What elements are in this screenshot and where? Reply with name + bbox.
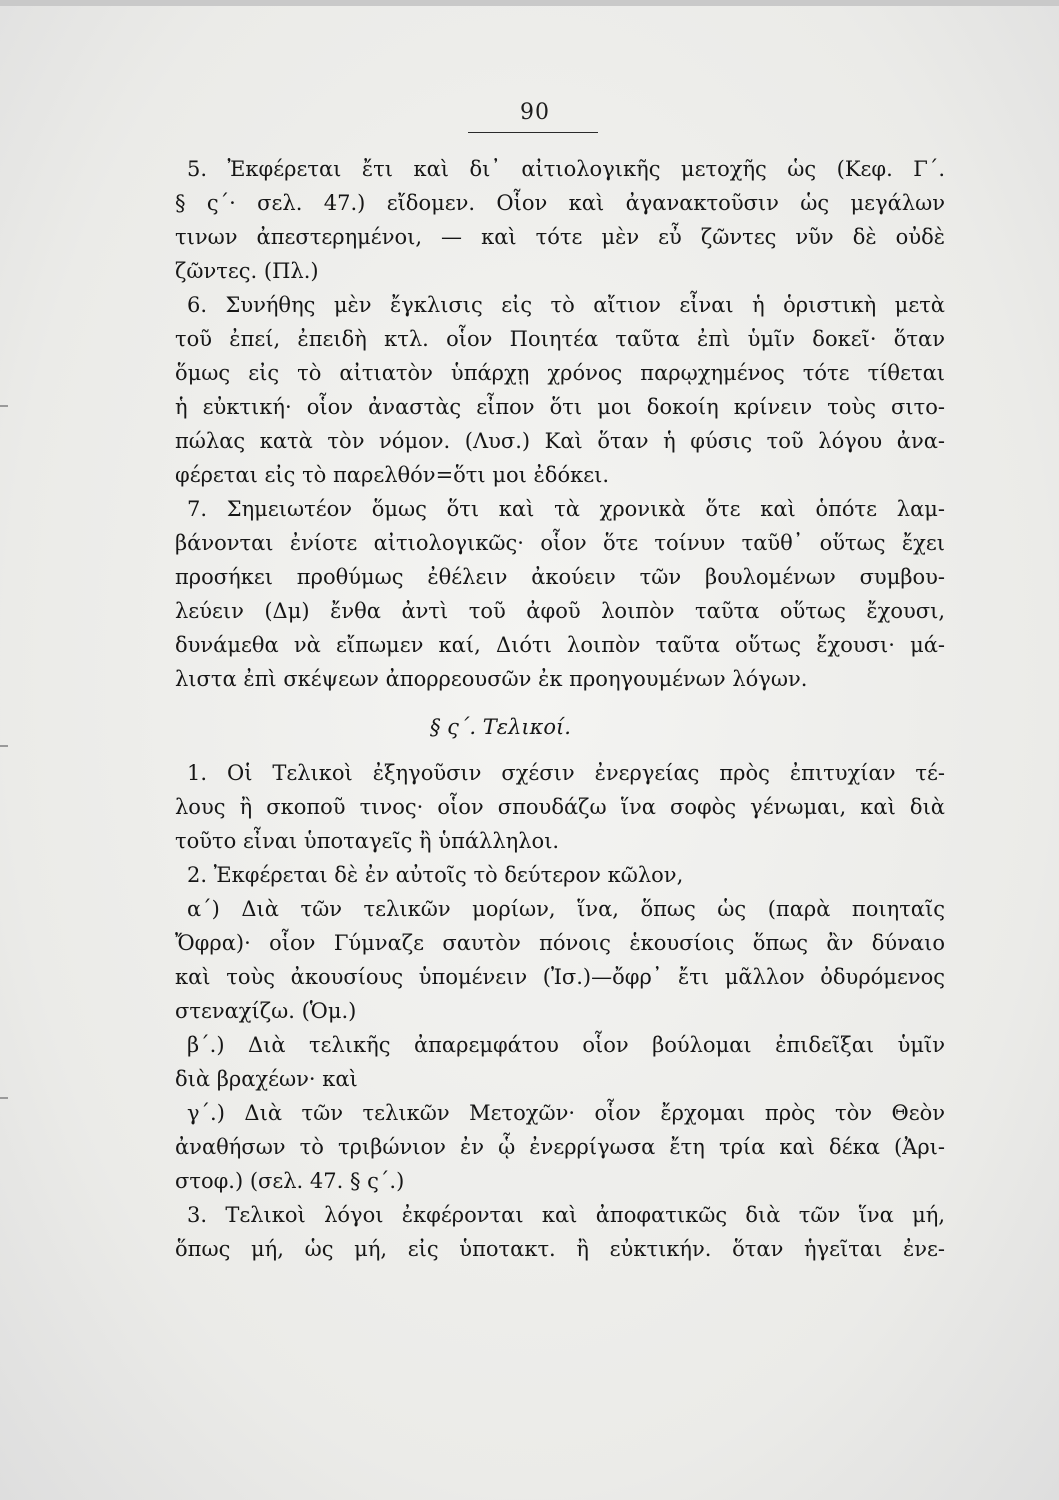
text-line: § ς΄· σελ. 47.) εἴδομεν. Οἷον καὶ ἀγανακτοῦσιν ὡς μεγάλων xyxy=(175,191,945,215)
text-line: ὅμως εἰς τὸ αἰτιατὸν ὑπάρχῃ χρόνος παρῳχημένος τότε τίθεται xyxy=(175,361,945,385)
text-line: βάνονται ἐνίοτε αἰτιολογικῶς· οἷον ὅτε τοίνυν ταῦθ᾽ οὕτως ἔχει xyxy=(175,531,945,555)
text-line: καὶ τοὺς ἀκουσίους ὑπομένειν (Ἰσ.)—ὄφρ᾽ ἔτι μᾶλλον ὀδυρόμενος xyxy=(175,965,945,989)
text-line: λιστα ἐπὶ σκέψεων ἀπορρεουσῶν ἐκ προηγουμένων λόγων. xyxy=(175,667,808,691)
text-line: ἀναθήσων τὸ τριβώνιον ἐν ᾧ ἐνερρίγωσα ἔτη τρία καὶ δέκα (Ἀρι- xyxy=(175,1135,945,1159)
text-line: λους ἢ σκοποῦ τινος· οἷον σπουδάζω ἵνα σοφὸς γένωμαι, καὶ διὰ xyxy=(175,795,945,819)
section-heading: § ς΄. Τελικοί. xyxy=(430,715,571,739)
left-margin-mark xyxy=(0,405,8,407)
text-line: λεύειν (Δμ) ἔνθα ἀντὶ τοῦ ἀφοῦ λοιπὸν ταῦτα οὕτως ἔχουσι, xyxy=(175,599,945,623)
text-line: α΄) Διὰ τῶν τελικῶν μορίων, ἵνα, ὅπως ὡς (παρὰ ποιηταῖς xyxy=(187,897,945,921)
text-line: β΄.) Διὰ τελικῆς ἀπαρεμφάτου οἷον βούλομαι ἐπιδεῖξαι ὑμῖν xyxy=(187,1033,945,1057)
text-line: ὅπως μή, ὡς μή, εἰς ὑποτακτ. ἢ εὐκτικήν. ὅταν ἡγεῖται ἐνε- xyxy=(175,1237,945,1261)
text-line: 5. Ἐκφέρεται ἔτι καὶ δι᾽ αἰτιολογικῆς μετοχῆς ὡς (Κεφ. Γ΄. xyxy=(187,157,945,181)
text-line: πώλας κατὰ τὸν νόμον. (Λυσ.) Καὶ ὅταν ἡ φύσις τοῦ λόγου ἀνα- xyxy=(175,429,945,453)
text-line: τινων ἀπεστερημένοι, — καὶ τότε μὲν εὖ ζῶντες νῦν δὲ οὐδὲ xyxy=(175,225,945,249)
text-line: 7. Σημειωτέον ὅμως ὅτι καὶ τὰ χρονικὰ ὅτε καὶ ὁπότε λαμ- xyxy=(187,497,945,521)
body-text xyxy=(175,152,945,1266)
text-line: στεναχίζω. (Ὁμ.) xyxy=(175,999,357,1023)
text-line: 1. Οἱ Τελικοὶ ἐξηγοῦσιν σχέσιν ἐνεργείας πρὸς ἐπιτυχίαν τέ- xyxy=(187,761,945,785)
text-line: τοῦτο εἶναι ὑποταγεῖς ἢ ὑπάλληλοι. xyxy=(175,829,560,853)
page-top-edge xyxy=(0,0,1059,6)
text-line: προσήκει προθύμως ἐθέλειν ἀκούειν τῶν βουλομένων συμβου- xyxy=(175,565,945,589)
left-margin-mark xyxy=(0,745,8,747)
text-line: 2. Ἐκφέρεται δὲ ἐν αὐτοῖς τὸ δεύτερον κῶλον, xyxy=(187,863,684,887)
header-rule xyxy=(468,132,598,133)
text-line: 6. Συνήθης μὲν ἔγκλισις εἰς τὸ αἴτιον εἶναι ἡ ὁριστικὴ μετὰ xyxy=(187,293,945,317)
left-margin-mark xyxy=(0,1097,8,1099)
text-line: τοῦ ἐπεί, ἐπειδὴ κτλ. οἷον Ποιητέα ταῦτα ἐπὶ ὑμῖν δοκεῖ· ὅταν xyxy=(175,327,945,351)
text-line: ζῶντες. (Πλ.) xyxy=(175,259,319,283)
text-line: δυνάμεθα νὰ εἴπωμεν καί, Διότι λοιπὸν ταῦτα οὕτως ἔχουσι· μά- xyxy=(175,633,945,657)
text-line: 3. Τελικοὶ λόγοι ἐκφέρονται καὶ ἀποφατικῶς διὰ τῶν ἵνα μή, xyxy=(187,1203,945,1227)
text-line: Ὄφρα)· οἷον Γύμναζε σαυτὸν πόνοις ἑκουσίοις ὅπως ἂν δύναιο xyxy=(175,931,945,955)
text-line: διὰ βραχέων· καὶ xyxy=(175,1067,358,1091)
text-line: στοφ.) (σελ. 47. § ς΄.) xyxy=(175,1169,405,1193)
text-line: ἡ εὐκτική· οἷον ἀναστὰς εἶπον ὅτι μοι δοκοίη κρίνειν τοὺς σιτο- xyxy=(175,395,945,419)
page-number: 90 xyxy=(520,100,550,125)
text-line: φέρεται εἰς τὸ παρελθόν=ὅτι μοι ἐδόκει. xyxy=(175,463,610,487)
page-number-area xyxy=(470,100,600,125)
text-line: γ΄.) Διὰ τῶν τελικῶν Μετοχῶν· οἷον ἔρχομαι πρὸς τὸν Θεὸν xyxy=(187,1101,945,1125)
